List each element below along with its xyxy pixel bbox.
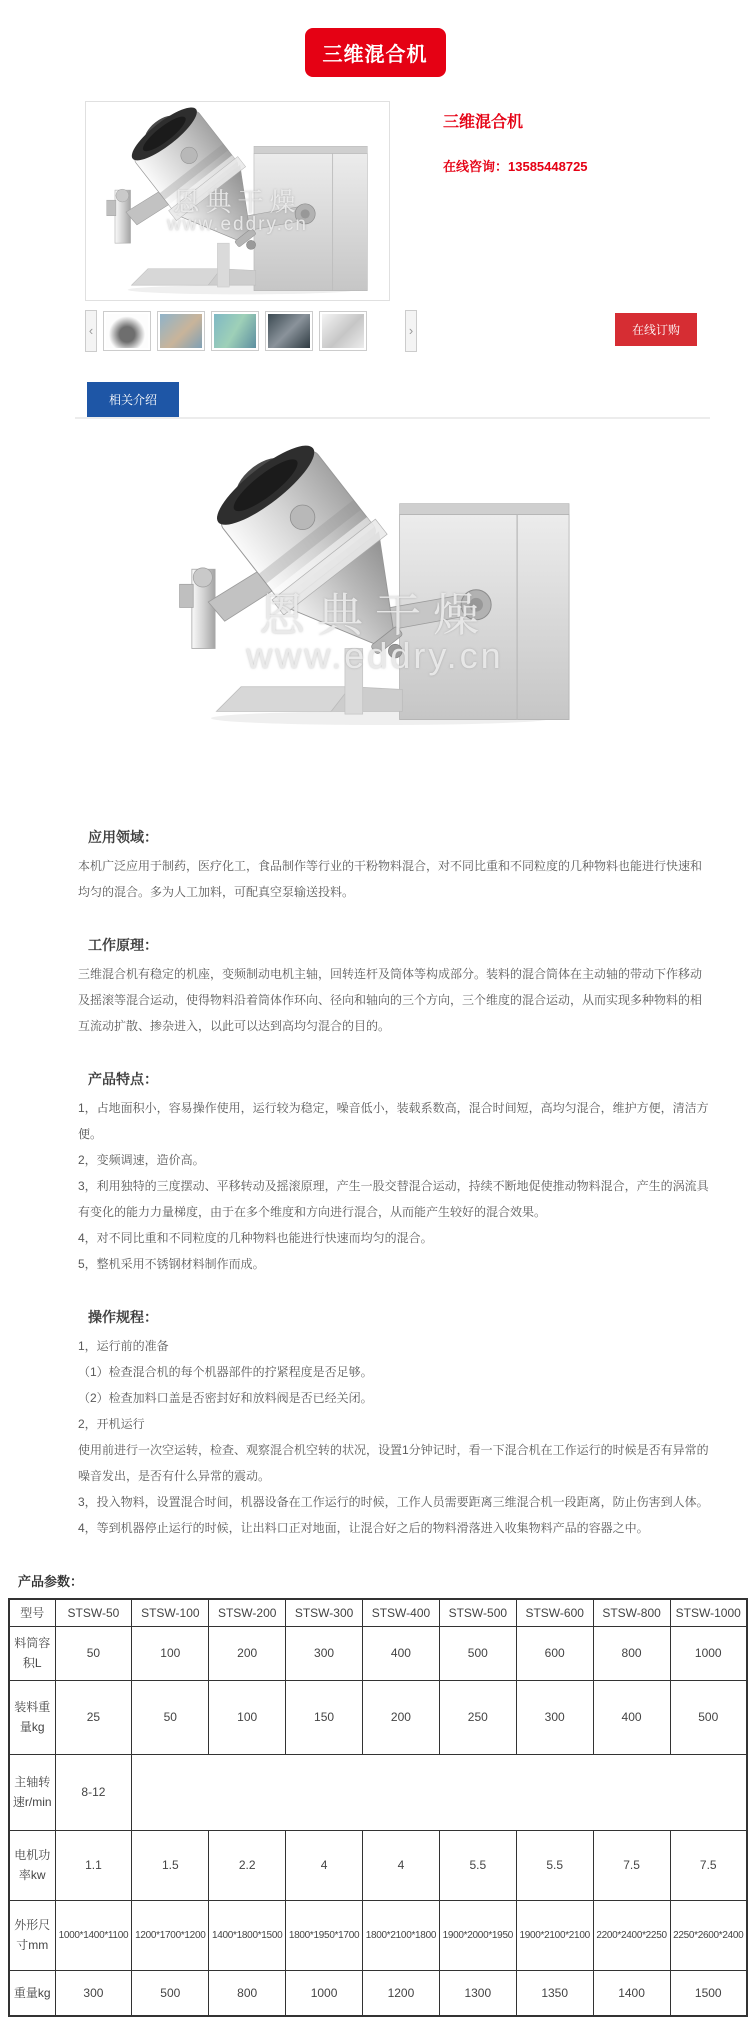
parameters-value-cell: 100 xyxy=(132,1626,209,1680)
parameters-row-label: 装料重量kg xyxy=(9,1680,55,1754)
parameters-row-label: 料筒容积L xyxy=(9,1626,55,1680)
parameters-value-cell: 1350 xyxy=(516,1970,593,2016)
section-paragraph: 3，利用独特的三度摆动、平移转动及摇滚原理，产生一股交替混合运动，持续不断地促使推动物料混合，产生的涡流具有变化的能力力量梯度，由于在多个维度和方向进行混合，从而能产生较好的混合效果。 xyxy=(78,1179,709,1219)
parameters-value-cell: 1400 xyxy=(593,1970,670,2016)
content-section xyxy=(78,827,710,905)
parameters-value-cell: 25 xyxy=(55,1680,132,1754)
section-paragraph: 2，变频调速，造价高。 xyxy=(78,1153,205,1167)
parameters-table xyxy=(8,1598,748,2017)
parameters-header-cell: STSW-600 xyxy=(516,1599,593,1626)
section-paragraph: （2）检查加料口盖是否密封好和放料阀是否已经关闭。 xyxy=(78,1391,373,1405)
parameters-value-cell: 2200*2400*2250 xyxy=(593,1900,670,1970)
content-section xyxy=(78,1307,710,1541)
parameters-header-cell: STSW-500 xyxy=(439,1599,516,1626)
contact-phone: 在线咨询：13585448725 xyxy=(443,159,588,174)
page-title-banner: 三维混合机 xyxy=(305,28,446,77)
section-paragraph: 本机广泛应用于制药，医疗化工，食品制作等行业的干粉物料混合，对不同比重和不同粒度的几种物料也能进行快速和均匀的混合。多为人工加料，可配真空泵输送投料。 xyxy=(78,859,703,899)
parameters-value-cell: 1500 xyxy=(670,1970,747,2016)
parameters-value-cell: 1300 xyxy=(439,1970,516,2016)
parameters-row-label: 电机功率kw xyxy=(9,1830,55,1900)
mixer-illustration xyxy=(90,106,385,298)
watermark-url: www.eddry.cn xyxy=(246,635,504,676)
product-thumbnail-5[interactable] xyxy=(319,311,367,351)
section-paragraph: 使用前进行一次空运转，检查、观察混合机空转的状况，设置1分钟记时，看一下混合机在工作运行的时候是否有异常的噪音发出，是否有什么异常的震动。 xyxy=(78,1443,709,1483)
section-heading: 应用领域： xyxy=(88,829,158,845)
parameters-title: 产品参数： xyxy=(18,1574,84,1589)
parameters-row-label: 重量kg xyxy=(9,1970,55,2016)
parameters-value-cell: 8-12 xyxy=(55,1754,132,1830)
parameters-value-cell: 1.1 xyxy=(55,1830,132,1900)
parameters-header-cell: STSW-300 xyxy=(286,1599,363,1626)
parameters-value-cell: 600 xyxy=(516,1626,593,1680)
gallery-prev-arrow-icon[interactable]: ‹ xyxy=(85,310,97,352)
parameters-value-cell: 150 xyxy=(286,1680,363,1754)
section-paragraph: 3，投入物料，设置混合时间，机器设备在工作运行的时候，工作人员需要距离三维混合机一段距离，防止伤害到人体。 xyxy=(78,1495,709,1509)
parameters-header-cell: STSW-800 xyxy=(593,1599,670,1626)
parameters-row xyxy=(9,1680,747,1754)
product-block xyxy=(85,101,750,352)
intro-large-image xyxy=(165,439,585,791)
parameters-value-cell: 1200 xyxy=(363,1970,440,2016)
parameters-row xyxy=(9,1626,747,1680)
parameters-header-cell: STSW-1000 xyxy=(670,1599,747,1626)
parameters-row xyxy=(9,1830,747,1900)
parameters-row xyxy=(9,1900,747,1970)
parameters-value-cell: 4 xyxy=(363,1830,440,1900)
section-heading: 工作原理： xyxy=(88,937,158,953)
content-section xyxy=(78,935,710,1039)
parameters-row xyxy=(9,1970,747,2016)
parameters-value-cell: 400 xyxy=(593,1680,670,1754)
section-paragraph: 5，整机采用不锈钢材料制作而成。 xyxy=(78,1257,265,1271)
tab-bar xyxy=(75,382,710,419)
gallery-next-arrow-icon[interactable]: › xyxy=(405,310,417,352)
parameters-value-cell: 500 xyxy=(132,1970,209,2016)
parameters-value-cell: 300 xyxy=(286,1626,363,1680)
parameters-header-row xyxy=(9,1599,747,1626)
parameters-value-cell: 300 xyxy=(516,1680,593,1754)
product-thumbnail-2[interactable] xyxy=(157,311,205,351)
parameters-value-cell: 2250*2600*2400 xyxy=(670,1900,747,1970)
parameters-value-cell: 1000 xyxy=(670,1626,747,1680)
order-online-button[interactable]: 在线订购 xyxy=(615,313,697,346)
mixer-illustration-large xyxy=(170,439,580,735)
parameters-value-cell: 2.2 xyxy=(209,1830,286,1900)
watermark-text: 恩典干燥 xyxy=(259,589,491,641)
parameters-value-cell: 800 xyxy=(593,1626,670,1680)
parameters-header-cell: STSW-400 xyxy=(363,1599,440,1626)
parameters-header-cell: 型号 xyxy=(9,1599,55,1626)
parameters-value-cell: 7.5 xyxy=(670,1830,747,1900)
product-title: 三维混合机 xyxy=(443,114,524,131)
parameters-value-cell: 800 xyxy=(209,1970,286,2016)
section-heading: 产品特点： xyxy=(88,1071,158,1087)
parameters-value-cell: 250 xyxy=(439,1680,516,1754)
parameters-value-cell: 7.5 xyxy=(593,1830,670,1900)
product-thumbnail-3[interactable] xyxy=(211,311,259,351)
parameters-value-cell: 100 xyxy=(209,1680,286,1754)
parameters-value-cell: 1800*2100*1800 xyxy=(363,1900,440,1970)
parameters-value-cell: 5.5 xyxy=(439,1830,516,1900)
parameters-value-cell: 500 xyxy=(439,1626,516,1680)
thumbnail-strip xyxy=(85,310,417,352)
section-paragraph: 2，开机运行 xyxy=(78,1417,145,1431)
parameters-value-cell: 400 xyxy=(363,1626,440,1680)
section-paragraph: 三维混合机有稳定的机座，变频制动电机主轴，回转连杆及筒体等构成部分。装料的混合筒体在主动轴的带动下作移动及摇滚等混合运动，使得物料沿着筒体作环向、径向和轴向的三个方向，三个维度的混合运动，从而实现多种物料的相互流动扩散、掺杂进入，以此可以达到高均匀混合的目的。 xyxy=(78,967,703,1033)
parameters-value-cell: 50 xyxy=(132,1680,209,1754)
watermark-text: 恩典干燥 xyxy=(173,187,302,217)
parameters-value-cell: 1900*2100*2100 xyxy=(516,1900,593,1970)
parameters-header-cell: STSW-200 xyxy=(209,1599,286,1626)
parameters-row xyxy=(9,1754,747,1830)
content-section xyxy=(78,1069,710,1277)
parameters-value-cell: 1000*1400*1100 xyxy=(55,1900,132,1970)
product-gallery xyxy=(85,101,417,352)
product-thumbnail-4[interactable] xyxy=(265,311,313,351)
watermark-url: www.eddry.cn xyxy=(167,214,308,235)
section-heading: 操作规程： xyxy=(88,1309,158,1325)
parameters-value-cell: 5.5 xyxy=(516,1830,593,1900)
section-paragraph: 4，等到机器停止运行的时候，让出料口正对地面，让混合好之后的物料滑落进入收集物料产品的容器之中。 xyxy=(78,1521,649,1535)
parameters-row-label: 主轴转速r/min xyxy=(9,1754,55,1830)
parameters-header-cell: STSW-100 xyxy=(132,1599,209,1626)
parameters-row-label: 外形尺寸mm xyxy=(9,1900,55,1970)
parameters-value-cell: 1400*1800*1500 xyxy=(209,1900,286,1970)
parameters-value-cell: 1800*1950*1700 xyxy=(286,1900,363,1970)
product-main-image[interactable] xyxy=(85,101,390,301)
tab-related-intro[interactable]: 相关介绍 xyxy=(87,382,179,417)
parameters-value-cell: 4 xyxy=(286,1830,363,1900)
parameters-section xyxy=(8,1571,750,2017)
section-paragraph: 1，运行前的准备 xyxy=(78,1339,169,1353)
parameters-value-cell: 1200*1700*1200 xyxy=(132,1900,209,1970)
parameters-value-cell: 200 xyxy=(209,1626,286,1680)
parameters-value-cell: 1.5 xyxy=(132,1830,209,1900)
section-paragraph: 4，对不同比重和不同粒度的几种物料也能进行快速而均匀的混合。 xyxy=(78,1231,433,1245)
section-paragraph: （1）检查混合机的每个机器部件的拧紧程度是否足够。 xyxy=(78,1365,373,1379)
parameters-value-cell: 1900*2000*1950 xyxy=(439,1900,516,1970)
content-sections xyxy=(78,827,710,1541)
section-paragraph: 1，占地面积小，容易操作使用，运行较为稳定，噪音低小，装载系数高，混合时间短，高均匀混合，维护方便，清洁方便。 xyxy=(78,1101,709,1141)
parameters-header-cell: STSW-50 xyxy=(55,1599,132,1626)
parameters-merged-empty-cell xyxy=(132,1754,747,1830)
product-info xyxy=(443,101,743,352)
product-thumbnail-1[interactable] xyxy=(103,311,151,351)
parameters-value-cell: 50 xyxy=(55,1626,132,1680)
parameters-value-cell: 1000 xyxy=(286,1970,363,2016)
parameters-value-cell: 300 xyxy=(55,1970,132,2016)
parameters-value-cell: 200 xyxy=(363,1680,440,1754)
parameters-value-cell: 500 xyxy=(670,1680,747,1754)
